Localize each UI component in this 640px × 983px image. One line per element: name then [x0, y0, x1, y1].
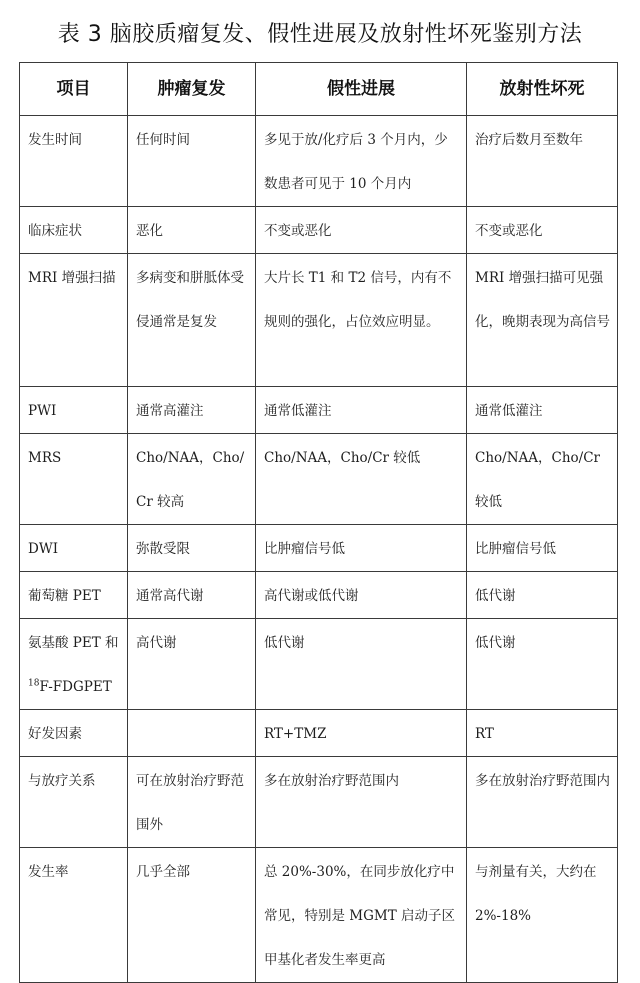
- cell-radionecrosis: MRI 增强扫描可见强化，晚期表现为高信号: [467, 254, 618, 387]
- table-row: [20, 525, 618, 572]
- table-row: [20, 757, 618, 848]
- header-pseudoprogression: 假性进展: [256, 63, 467, 116]
- cell-item: 好发因素: [20, 710, 128, 757]
- cell-radionecrosis: 通常低灌注: [467, 387, 618, 434]
- cell-item: MRS: [20, 434, 128, 525]
- cell-recurrence: 高代谢: [128, 619, 256, 710]
- cell-recurrence: 可在放射治疗野范围外: [128, 757, 256, 848]
- cell-pseudoprogression: 通常低灌注: [256, 387, 467, 434]
- cell-item: 发生率: [20, 848, 128, 983]
- item-prefix: 氨基酸 PET 和: [28, 635, 119, 651]
- table-row: [20, 848, 618, 983]
- cell-recurrence: 多病变和胼胝体受侵通常是复发: [128, 254, 256, 387]
- differential-diagnosis-table: [19, 62, 618, 983]
- table-row: [20, 710, 618, 757]
- cell-radionecrosis: 比肿瘤信号低: [467, 525, 618, 572]
- cell-item: PWI: [20, 387, 128, 434]
- cell-recurrence: 弥散受限: [128, 525, 256, 572]
- cell-pseudoprogression: 高代谢或低代谢: [256, 572, 467, 619]
- cell-pseudoprogression: RT+TMZ: [256, 710, 467, 757]
- table-title: 表 3 脑胶质瘤复发、假性进展及放射性坏死鉴别方法: [57, 22, 583, 47]
- cell-item: DWI: [20, 525, 128, 572]
- cell-recurrence: 几乎全部: [128, 848, 256, 983]
- cell-recurrence: 恶化: [128, 207, 256, 254]
- cell-radionecrosis: 多在放射治疗野范围内: [467, 757, 618, 848]
- item-suffix: F-FDGPET: [39, 679, 112, 695]
- cell-pseudoprogression: 比肿瘤信号低: [256, 525, 467, 572]
- cell-pseudoprogression: 多在放射治疗野范围内: [256, 757, 467, 848]
- table-row: [20, 572, 618, 619]
- cell-item: 与放疗关系: [20, 757, 128, 848]
- cell-item: 临床症状: [20, 207, 128, 254]
- header-radionecrosis: 放射性坏死: [467, 63, 618, 116]
- cell-recurrence: Cho/NAA，Cho/Cr 较高: [128, 434, 256, 525]
- cell-item: [20, 619, 128, 710]
- isotope-superscript: 18: [28, 678, 40, 689]
- cell-pseudoprogression: 低代谢: [256, 619, 467, 710]
- cell-recurrence: [128, 710, 256, 757]
- cell-radionecrosis: 低代谢: [467, 619, 618, 710]
- table-row: [20, 619, 618, 710]
- cell-radionecrosis: RT: [467, 710, 618, 757]
- header-recurrence: 肿瘤复发: [128, 63, 256, 116]
- cell-recurrence: 任何时间: [128, 116, 256, 207]
- cell-pseudoprogression: 不变或恶化: [256, 207, 467, 254]
- header-item: 项目: [20, 63, 128, 116]
- cell-radionecrosis: Cho/NAA，Cho/Cr 较低: [467, 434, 618, 525]
- table-row: [20, 254, 618, 387]
- cell-item: 发生时间: [20, 116, 128, 207]
- cell-item: 葡萄糖 PET: [20, 572, 128, 619]
- table-row: [20, 116, 618, 207]
- table-row: [20, 434, 618, 525]
- cell-pseudoprogression: 大片长 T1 和 T2 信号，内有不规则的强化，占位效应明显。: [256, 254, 467, 387]
- cell-item: MRI 增强扫描: [20, 254, 128, 387]
- cell-radionecrosis: 低代谢: [467, 572, 618, 619]
- table-row: [20, 387, 618, 434]
- cell-pseudoprogression: 总 20%-30%，在同步放化疗中常见，特别是 MGMT 启动子区甲基化者发生率更高: [256, 848, 467, 983]
- cell-radionecrosis: 治疗后数月至数年: [467, 116, 618, 207]
- cell-radionecrosis: 不变或恶化: [467, 207, 618, 254]
- cell-pseudoprogression: Cho/NAA，Cho/Cr 较低: [256, 434, 467, 525]
- cell-recurrence: 通常高代谢: [128, 572, 256, 619]
- cell-pseudoprogression: 多见于放/化疗后 3 个月内，少数患者可见于 10 个月内: [256, 116, 467, 207]
- cell-radionecrosis: 与剂量有关，大约在 2%-18%: [467, 848, 618, 983]
- cell-recurrence: 通常高灌注: [128, 387, 256, 434]
- table-header-row: [20, 63, 618, 116]
- table-row: [20, 207, 618, 254]
